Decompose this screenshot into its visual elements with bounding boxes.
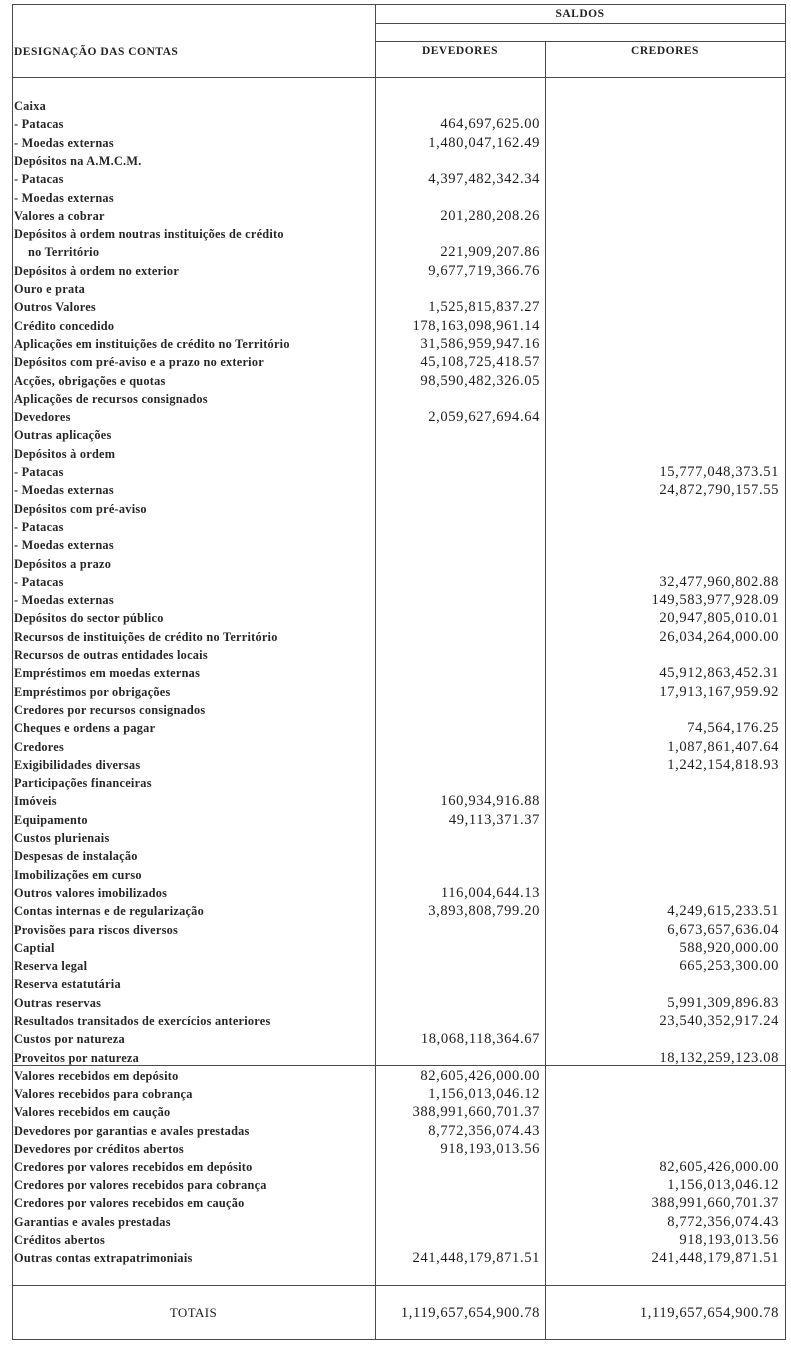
account-label: Outras aplicações — [14, 428, 112, 443]
account-label: Imóveis — [14, 794, 57, 809]
table-row — [12, 298, 785, 316]
devedores-value — [340, 719, 540, 737]
devedores-value — [340, 390, 540, 408]
credores-value: 5,991,309,896.83 — [667, 994, 779, 1011]
table-row — [12, 1049, 785, 1067]
table-row — [12, 500, 785, 518]
account-label: Crédito concedido — [14, 318, 115, 333]
account-label: - Patacas — [14, 172, 64, 187]
table-row — [12, 792, 785, 810]
table-row — [12, 1140, 785, 1158]
devedores-value: 178,163,098,961.14 — [412, 317, 540, 334]
table-row — [12, 463, 785, 481]
table-row — [12, 189, 785, 207]
account-label: Aplicações em instituições de crédito no Território — [14, 336, 290, 351]
credores-value — [559, 225, 779, 243]
account-label: - Patacas — [14, 519, 64, 534]
credores-value — [559, 829, 779, 847]
credores-value — [559, 646, 779, 664]
table-row — [12, 1012, 785, 1030]
credores-value — [559, 97, 779, 115]
credores-value — [559, 884, 779, 902]
credores-value — [559, 811, 779, 829]
credores-value: 45,912,863,452.31 — [659, 665, 779, 682]
devedores-value: 221,909,207.86 — [440, 244, 540, 261]
account-label: Exigibilidades diversas — [14, 757, 141, 772]
credores-value: 24,872,790,157.55 — [659, 482, 779, 499]
devedores-value — [340, 555, 540, 573]
table-row — [12, 372, 785, 390]
table-row — [12, 243, 785, 261]
devedores-value: 918,193,013.56 — [440, 1140, 540, 1157]
account-label: Resultados transitados de exercícios anteriores — [14, 1014, 271, 1028]
credores-value — [559, 280, 779, 298]
table-row — [12, 829, 785, 847]
table-row — [12, 994, 785, 1012]
account-label: Caixa — [14, 99, 46, 113]
account-label: Credores por valores recebidos em caução — [14, 1196, 245, 1211]
credores-value: 1,156,013,046.12 — [667, 1177, 779, 1194]
devedores-value — [340, 957, 540, 975]
account-label: Outros valores imobilizados — [14, 885, 168, 900]
credores-value — [559, 134, 779, 152]
account-label: Recursos de outras entidades locais — [14, 648, 208, 662]
credores-value — [559, 500, 779, 518]
table-row — [12, 1176, 785, 1194]
header-bottom-line — [12, 77, 786, 78]
devedores-header: DEVEDORES — [421, 45, 499, 57]
account-label: Depósitos à ordem no exterior — [14, 263, 180, 278]
account-label: Credores por valores recebidos em depósito — [14, 1160, 253, 1174]
table-row — [12, 738, 785, 756]
account-label: Credores por valores recebidos para cobrança — [14, 1178, 267, 1193]
credores-value — [559, 390, 779, 408]
account-label: Credores — [14, 739, 65, 754]
credores-value: 20,947,805,010.01 — [659, 610, 779, 627]
devedores-value: 82,605,426,000.00 — [420, 1068, 540, 1084]
account-label: Empréstimos por obrigações — [14, 684, 171, 699]
devedores-value — [340, 701, 540, 719]
table-row — [12, 426, 785, 444]
credores-value: 388,991,660,701.37 — [651, 1195, 779, 1212]
designation-header: DESIGNAÇÃO DAS CONTAS — [14, 46, 179, 58]
account-label: Devedores por créditos abertos — [14, 1141, 184, 1156]
account-label: Valores recebidos em caução — [14, 1105, 171, 1120]
table-row — [12, 555, 785, 573]
credores-value: 149,583,977,928.09 — [651, 592, 779, 609]
account-label: - Moedas externas — [14, 593, 114, 608]
credores-value: 665,253,300.00 — [679, 958, 779, 975]
account-label: Custos plurienais — [14, 831, 110, 845]
table-row — [12, 170, 785, 188]
account-label: Depósitos a prazo — [14, 556, 112, 571]
devedores-value — [340, 628, 540, 646]
credores-value — [559, 866, 779, 884]
account-label: Depósitos com pré-aviso e a prazo no exterior — [14, 355, 264, 370]
devedores-value: 201,280,208.26 — [440, 207, 540, 224]
credores-value — [559, 372, 779, 390]
credores-value — [559, 847, 779, 865]
devedores-value — [340, 463, 540, 481]
devedores-value — [340, 1012, 540, 1030]
devedores-value — [340, 1194, 540, 1212]
table-row — [12, 1085, 785, 1103]
table-row — [12, 756, 785, 774]
credores-value: 74,564,176.25 — [687, 720, 779, 737]
account-label: - Moedas externas — [14, 538, 114, 553]
devedores-value — [340, 939, 540, 957]
credores-value — [559, 1122, 779, 1140]
devedores-value — [340, 97, 540, 115]
devedores-value — [340, 481, 540, 499]
credores-value — [559, 1103, 779, 1121]
table-row — [12, 591, 785, 609]
devedores-value — [340, 1176, 540, 1194]
credores-value — [559, 189, 779, 207]
table-row — [12, 317, 785, 335]
totals-credores: 1,119,657,654,900.78 — [639, 1305, 779, 1321]
credores-value — [559, 207, 779, 225]
devedores-value: 45,108,725,418.57 — [420, 354, 540, 371]
account-label: Outras contas extrapatrimoniais — [14, 1251, 193, 1265]
devedores-value: 241,448,179,871.51 — [412, 1250, 540, 1266]
credores-value — [559, 152, 779, 170]
credores-value — [559, 1140, 779, 1158]
account-label: Captial — [14, 940, 55, 955]
credores-value: 82,605,426,000.00 — [659, 1159, 779, 1175]
account-label: Depósitos à ordem — [14, 446, 116, 461]
table-row — [12, 262, 785, 280]
table-row — [12, 664, 785, 682]
devedores-value: 98,590,482,326.05 — [420, 372, 540, 389]
account-label: Acções, obrigações e quotas — [14, 373, 166, 388]
devedores-value — [340, 829, 540, 847]
table-row — [12, 1231, 785, 1249]
devedores-value — [340, 1213, 540, 1231]
devedores-value — [340, 738, 540, 756]
devedores-value — [340, 921, 540, 939]
table-row — [12, 207, 785, 225]
credores-value: 4,249,615,233.51 — [667, 903, 779, 920]
devedores-value: 9,677,719,366.76 — [428, 262, 540, 279]
devedores-value: 49,113,371.37 — [448, 811, 540, 828]
table-row — [12, 975, 785, 993]
table-row — [12, 921, 785, 939]
credores-value: 17,913,167,959.92 — [659, 683, 779, 700]
credores-value — [559, 975, 779, 993]
account-label: Outros Valores — [14, 300, 96, 315]
subheader-top-line — [375, 41, 786, 42]
devedores-value — [340, 756, 540, 774]
account-label: Valores a cobrar — [14, 208, 105, 223]
table-row — [12, 518, 785, 536]
credores-value — [559, 445, 779, 463]
table-row — [12, 847, 785, 865]
credores-value — [559, 1085, 779, 1103]
account-label: Empréstimos em moedas externas — [14, 666, 201, 681]
table-row — [12, 152, 785, 170]
devedores-value: 18,068,118,364.67 — [420, 1031, 540, 1048]
credores-value: 32,477,960,802.88 — [659, 573, 779, 590]
account-label: Depósitos com pré-aviso — [14, 501, 147, 516]
credores-value — [559, 1030, 779, 1048]
devedores-value — [340, 189, 540, 207]
credores-value: 26,034,264,000.00 — [659, 628, 779, 645]
account-label: Reserva legal — [14, 959, 88, 974]
credores-value — [559, 518, 779, 536]
devedores-value — [340, 518, 540, 536]
table-row — [12, 884, 785, 902]
devedores-value: 160,934,916.88 — [440, 793, 540, 810]
devedores-value: 31,586,959,947.16 — [420, 335, 540, 352]
credores-value: 588,920,000.00 — [679, 939, 779, 956]
devedores-value — [340, 1231, 540, 1249]
devedores-value — [340, 280, 540, 298]
account-label: - Patacas — [14, 117, 64, 132]
account-label: Credores por recursos consignados — [14, 702, 206, 717]
account-label: Proveitos por natureza — [14, 1050, 140, 1065]
devedores-value — [340, 225, 540, 243]
credores-value: 8,772,356,074.43 — [667, 1213, 779, 1230]
table-row — [12, 1103, 785, 1121]
credores-value: 15,777,048,373.51 — [659, 464, 779, 480]
account-label: Cheques e ordens a pagar — [14, 721, 156, 736]
devedores-value — [340, 426, 540, 444]
table-row — [12, 1213, 785, 1231]
credores-value — [559, 555, 779, 573]
account-label: Ouro e prata — [14, 282, 86, 296]
table-row — [12, 115, 785, 133]
table-row — [12, 536, 785, 554]
table-row — [12, 1030, 785, 1048]
devedores-value — [340, 683, 540, 701]
table-row — [12, 335, 785, 353]
table-row — [12, 280, 785, 298]
credores-value — [559, 243, 779, 261]
account-label: Custos por natureza — [14, 1032, 125, 1047]
devedores-value: 1,525,815,837.27 — [428, 299, 540, 316]
account-label: Valores recebidos em depósito — [14, 1069, 179, 1083]
credores-value — [559, 774, 779, 792]
credores-value — [559, 408, 779, 426]
table-row — [12, 445, 785, 463]
totals-label: TOTAIS — [169, 1305, 218, 1320]
table-row — [12, 939, 785, 957]
account-label: - Patacas — [14, 465, 64, 479]
table-row — [12, 811, 785, 829]
table-row — [12, 902, 785, 920]
credores-value: 23,540,352,917.24 — [659, 1013, 779, 1029]
table-row — [12, 866, 785, 884]
totals-devedores: 1,119,657,654,900.78 — [400, 1305, 540, 1321]
devedores-value — [340, 591, 540, 609]
table-row — [12, 97, 785, 115]
credores-value — [559, 536, 779, 554]
table-row — [12, 573, 785, 591]
table-row — [12, 701, 785, 719]
account-label: Imobilizações em curso — [14, 867, 142, 882]
account-label: Equipamento — [14, 812, 88, 827]
account-label: Créditos abertos — [14, 1232, 106, 1247]
saldos-header: SALDOS — [555, 8, 605, 20]
account-label: Recursos de instituições de crédito no Território — [14, 629, 278, 644]
devedores-value — [340, 445, 540, 463]
table-bottom-border — [12, 1339, 786, 1340]
credores-value — [559, 792, 779, 810]
account-label: Participações financeiras — [14, 776, 152, 791]
credores-value: 241,448,179,871.51 — [651, 1250, 779, 1266]
devedores-value — [340, 609, 540, 627]
account-label: - Patacas — [14, 574, 64, 589]
table-row — [12, 719, 785, 737]
account-label: Provisões para riscos diversos — [14, 922, 179, 937]
account-label: Outras reservas — [14, 995, 102, 1010]
credores-value: 1,242,154,818.93 — [667, 756, 779, 773]
devedores-value: 388,991,660,701.37 — [412, 1104, 540, 1121]
credores-value: 6,673,657,636.04 — [667, 921, 779, 938]
credores-header: CREDORES — [631, 45, 699, 57]
table-row — [12, 609, 785, 627]
credores-value — [559, 335, 779, 353]
credores-value: 918,193,013.56 — [679, 1231, 779, 1248]
devedores-value: 4,397,482,342.34 — [428, 171, 540, 188]
table-right-border — [785, 4, 786, 1340]
account-label: Devedores — [14, 410, 71, 425]
credores-value — [559, 317, 779, 335]
devedores-value: 3,893,808,799.20 — [428, 903, 540, 920]
credores-value — [559, 426, 779, 444]
devedores-value: 2,059,627,694.64 — [428, 409, 540, 426]
table-row — [12, 957, 785, 975]
account-label: Aplicações de recursos consignados — [14, 391, 208, 406]
devedores-value — [340, 152, 540, 170]
account-label: Valores recebidos para cobrança — [14, 1087, 193, 1102]
devedores-value — [340, 1158, 540, 1176]
table-row — [12, 1158, 785, 1176]
devedores-value — [340, 847, 540, 865]
table-row — [12, 408, 785, 426]
table-row — [12, 646, 785, 664]
credores-value — [559, 115, 779, 133]
devedores-value — [340, 774, 540, 792]
account-label: Depósitos à ordem noutras instituições de crédito — [14, 227, 284, 242]
account-label: Garantias e avales prestadas — [14, 1214, 171, 1229]
account-label: Reserva estatutária — [14, 977, 121, 992]
devedores-value: 1,156,013,046.12 — [428, 1086, 540, 1103]
table-row — [12, 1249, 785, 1267]
devedores-value: 1,480,047,162.49 — [428, 134, 540, 151]
credores-value — [559, 1067, 779, 1085]
devedores-value — [340, 536, 540, 554]
table-row — [12, 134, 785, 152]
table-row — [12, 1122, 785, 1140]
account-label: Depósitos na A.M.C.M. — [14, 153, 142, 168]
account-label: Despesas de instalação — [14, 849, 138, 864]
saldos-underline — [375, 23, 786, 24]
table-row — [12, 390, 785, 408]
table-row — [12, 1194, 785, 1212]
account-label: - Moedas externas — [14, 190, 114, 205]
table-row — [12, 628, 785, 646]
table-top-border — [12, 4, 786, 5]
devedores-value — [340, 1049, 540, 1067]
devedores-value — [340, 500, 540, 518]
devedores-value: 8,772,356,074.43 — [428, 1122, 540, 1139]
credores-value — [559, 262, 779, 280]
devedores-value — [340, 994, 540, 1012]
account-label: Depósitos do sector público — [14, 611, 164, 626]
table-row — [12, 683, 785, 701]
devedores-value — [340, 664, 540, 682]
credores-value: 18,132,259,123.08 — [659, 1049, 779, 1066]
devedores-value — [340, 646, 540, 664]
devedores-value — [340, 866, 540, 884]
account-label: Devedores por garantias e avales prestadas — [14, 1123, 250, 1138]
devedores-value — [340, 573, 540, 591]
devedores-value: 116,004,644.13 — [440, 884, 540, 901]
account-label: - Moedas externas — [14, 483, 114, 498]
totals-top-line — [12, 1285, 786, 1286]
table-row — [12, 774, 785, 792]
credores-value — [559, 170, 779, 188]
account-label: no Território — [28, 245, 100, 260]
table-row — [12, 225, 785, 243]
account-label: Contas internas e de regularização — [14, 904, 204, 919]
table-row — [12, 1067, 785, 1085]
credores-value — [559, 701, 779, 719]
devedores-value: 464,697,625.00 — [440, 116, 540, 133]
credores-value — [559, 353, 779, 371]
credores-value: 1,087,861,407.64 — [667, 738, 779, 755]
credores-value — [559, 298, 779, 316]
table-row — [12, 481, 785, 499]
devedores-value — [340, 975, 540, 993]
table-row — [12, 353, 785, 371]
account-label: - Moedas externas — [14, 135, 114, 150]
